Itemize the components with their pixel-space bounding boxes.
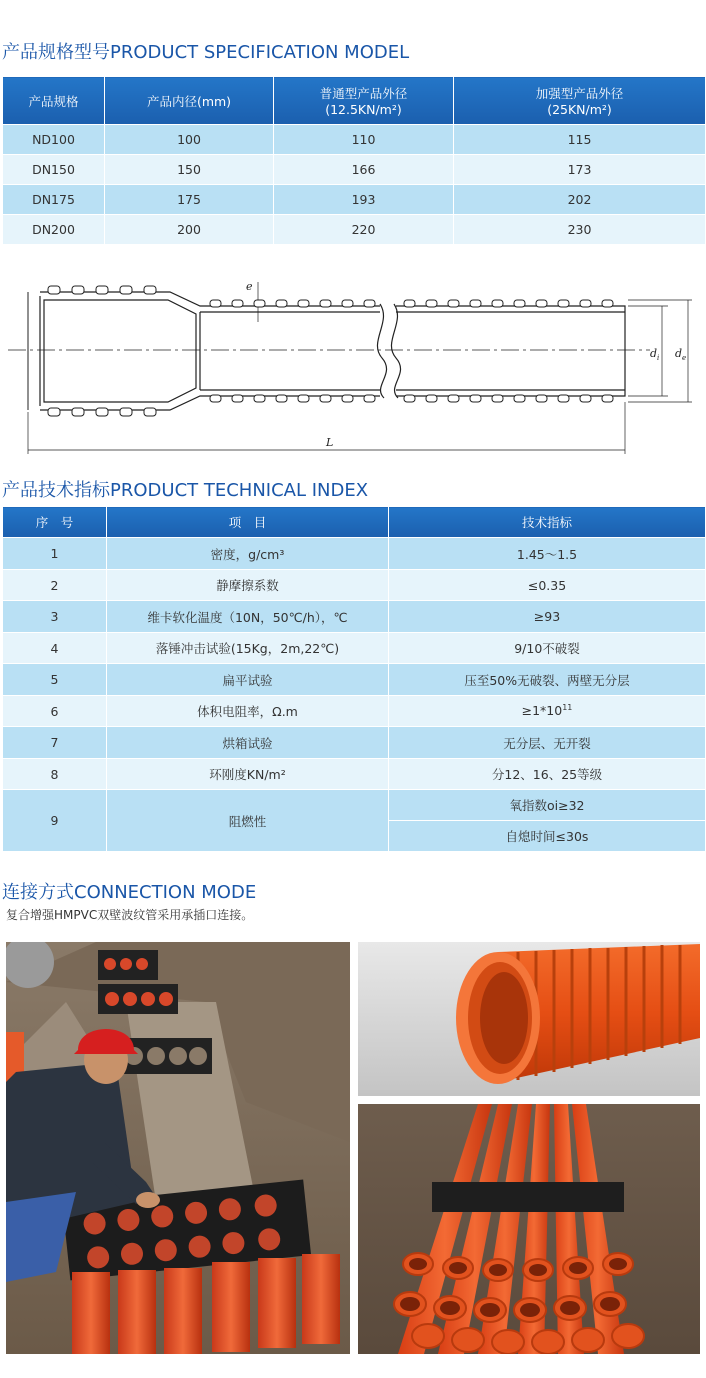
table-cell bbox=[389, 696, 706, 727]
table-cell: DN200 bbox=[3, 215, 105, 245]
table-cell: 阻燃性 bbox=[107, 790, 389, 852]
table-row bbox=[3, 185, 706, 215]
table-cell: 7 bbox=[3, 727, 107, 759]
worker-photo bbox=[6, 942, 350, 1354]
tech-table bbox=[2, 506, 706, 852]
table-cell: 1.45～1.5 bbox=[389, 538, 706, 570]
table-cell: 静摩擦系数 bbox=[107, 570, 389, 601]
table-cell: 密度，g/cm³ bbox=[107, 538, 389, 570]
table-cell: 6 bbox=[3, 696, 107, 727]
table-cell: 100 bbox=[105, 125, 274, 155]
table-cell: 230 bbox=[454, 215, 706, 245]
tech-header-cell: 技术指标 bbox=[389, 507, 706, 538]
diagram-label-e: e bbox=[246, 280, 253, 293]
table-row bbox=[3, 601, 706, 633]
spec-header-line: (12.5KN/m²) bbox=[325, 102, 402, 117]
table-cell-value: ≥1*10 bbox=[521, 703, 563, 719]
table-cell: ND100 bbox=[3, 125, 105, 155]
table-row bbox=[3, 664, 706, 696]
spec-header-cell: 产品内径(mm) bbox=[105, 77, 274, 125]
table-cell: 193 bbox=[274, 185, 454, 215]
table-cell-superscript: 11 bbox=[562, 703, 573, 713]
table-cell: 分12、16、25等级 bbox=[389, 759, 706, 790]
table-cell: 无分层、无开裂 bbox=[389, 727, 706, 759]
spec-header-cell bbox=[454, 77, 706, 125]
table-row bbox=[3, 696, 706, 727]
spec-table bbox=[2, 76, 706, 245]
table-cell: 175 bbox=[105, 185, 274, 215]
table-cell: 110 bbox=[274, 125, 454, 155]
table-cell: ≥93 bbox=[389, 601, 706, 633]
pipe-diagram-icon bbox=[0, 262, 706, 458]
pipe-bundle-photo bbox=[358, 1104, 700, 1354]
tech-header-cell: 序 号 bbox=[3, 507, 107, 538]
connection-section-title: 连接方式CONNECTION MODE bbox=[2, 882, 257, 903]
table-cell: 4 bbox=[3, 633, 107, 664]
table-cell: DN175 bbox=[3, 185, 105, 215]
table-cell: 8 bbox=[3, 759, 107, 790]
table-cell: ≤0.35 bbox=[389, 570, 706, 601]
table-cell: 体积电阻率，Ω.m bbox=[107, 696, 389, 727]
table-cell: 落锤冲击试验(15Kg，2m,22℃) bbox=[107, 633, 389, 664]
table-cell: 2 bbox=[3, 570, 107, 601]
table-cell: 173 bbox=[454, 155, 706, 185]
table-cell: 环刚度KN/m² bbox=[107, 759, 389, 790]
table-cell: 压至50%无破裂、两壁无分层 bbox=[389, 664, 706, 696]
table-cell: 202 bbox=[454, 185, 706, 215]
tech-table-header bbox=[3, 507, 706, 538]
table-cell: 烘箱试验 bbox=[107, 727, 389, 759]
table-cell: 5 bbox=[3, 664, 107, 696]
spec-section-title: 产品规格型号PRODUCT SPECIFICATION MODEL bbox=[2, 42, 410, 63]
table-cell: 扁平试验 bbox=[107, 664, 389, 696]
diagram-label-de: $d_e$ bbox=[675, 347, 687, 362]
table-cell: DN150 bbox=[3, 155, 105, 185]
table-cell: 3 bbox=[3, 601, 107, 633]
table-row bbox=[3, 790, 706, 821]
spec-header-line: 普通型产品外径 bbox=[319, 86, 408, 101]
table-row bbox=[3, 155, 706, 185]
table-row bbox=[3, 570, 706, 601]
table-cell: 9 bbox=[3, 790, 107, 852]
table-cell: 自熄时间≤30s bbox=[389, 821, 706, 852]
table-row bbox=[3, 538, 706, 570]
spec-header-cell bbox=[274, 77, 454, 125]
tech-header-cell: 项 目 bbox=[107, 507, 389, 538]
table-cell: 1 bbox=[3, 538, 107, 570]
table-cell: 115 bbox=[454, 125, 706, 155]
spec-header-line: (25KN/m²) bbox=[547, 102, 612, 117]
table-cell: 150 bbox=[105, 155, 274, 185]
table-cell: 维卡软化温度（10N，50℃/h），℃ bbox=[107, 601, 389, 633]
spec-table-header bbox=[3, 77, 706, 125]
pipe-closeup-photo bbox=[358, 942, 700, 1096]
table-cell: 氧指数oi≥32 bbox=[389, 790, 706, 821]
table-row bbox=[3, 215, 706, 245]
tech-section-title: 产品技术指标PRODUCT TECHNICAL INDEX bbox=[2, 480, 369, 501]
spec-header-cell: 产品规格 bbox=[3, 77, 105, 125]
table-cell: 200 bbox=[105, 215, 274, 245]
spec-header-line: 加强型产品外径 bbox=[535, 86, 624, 101]
table-cell: 166 bbox=[274, 155, 454, 185]
table-row bbox=[3, 633, 706, 664]
diagram-label-L: L bbox=[326, 436, 334, 449]
diagram-label-di: $d_i$ bbox=[650, 347, 660, 362]
table-cell: 220 bbox=[274, 215, 454, 245]
table-row bbox=[3, 727, 706, 759]
connection-intro-text: 复合增强HMPVC双壁波纹管采用承插口连接。 bbox=[6, 908, 254, 922]
table-row bbox=[3, 125, 706, 155]
table-row bbox=[3, 759, 706, 790]
table-cell: 9/10不破裂 bbox=[389, 633, 706, 664]
